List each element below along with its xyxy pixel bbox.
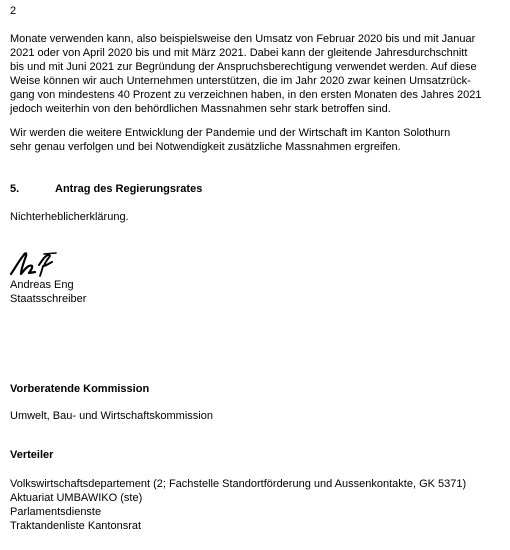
paragraph-2-line: sehr genau verfolgen und bei Notwendigkeit zusätzliche Massnahmen ergreifen. (10, 141, 401, 153)
paragraph-1-line: Weise können wir auch Unternehmen unterstützen, die im Jahr 2020 zwar keinen Umsatzrück- (10, 75, 471, 87)
distribution-item: Traktandenliste Kantonsrat (10, 520, 142, 532)
handwritten-signature (8, 244, 78, 278)
page-number: 2 (10, 5, 17, 17)
paragraph-1-line: jedoch weiterhin von den behördlichen Massnahmen sehr stark betroffen sind. (10, 103, 391, 115)
paragraph-2-line: Wir werden die weitere Entwicklung der Pandemie und der Wirtschaft im Kanton Solothurn (10, 127, 451, 139)
signer-role: Staatsschreiber (10, 293, 87, 305)
commission-heading: Vorberatende Kommission (10, 383, 150, 395)
signer-block (10, 278, 495, 306)
section-5-body: Nichterheblicherklärung. (10, 211, 129, 223)
paragraph-2 (10, 126, 495, 154)
distribution-list (10, 477, 495, 533)
distribution-item: Volkswirtschaftsdepartement (2; Fachstelle Standortförderung und Aussenkontakte, GK 5371) (10, 478, 467, 490)
distribution-heading: Verteiler (10, 449, 54, 461)
paragraph-1-line: 2021 oder von April 2020 bis und mit März 2021. Dabei kann der gleitende Jahresdurchschnitt (10, 47, 468, 59)
paragraph-1-line: gang von mindestens 40 Prozent zu verzeichnen haben, in den ersten Monaten des Jahres 2021 (10, 89, 482, 101)
paragraph-1 (10, 32, 495, 116)
section-5-title: Antrag des Regierungsrates (55, 183, 203, 195)
signer-name: Andreas Eng (10, 279, 74, 291)
distribution-item: Aktuariat UMBAWIKO (ste) (10, 492, 143, 504)
paragraph-1-line: bis und mit Juni 2021 zur Begründung der Anspruchsberechtigung verwendet werden. Auf diese (10, 61, 477, 73)
distribution-item: Parlamentsdienste (10, 506, 102, 518)
section-5-number: 5. (10, 183, 20, 195)
section-5-heading (10, 182, 495, 196)
commission-name: Umwelt, Bau- und Wirtschaftskommission (10, 410, 213, 422)
paragraph-1-line: Monate verwenden kann, also beispielsweise den Umsatz von Februar 2020 bis und mit Januar (10, 33, 476, 45)
